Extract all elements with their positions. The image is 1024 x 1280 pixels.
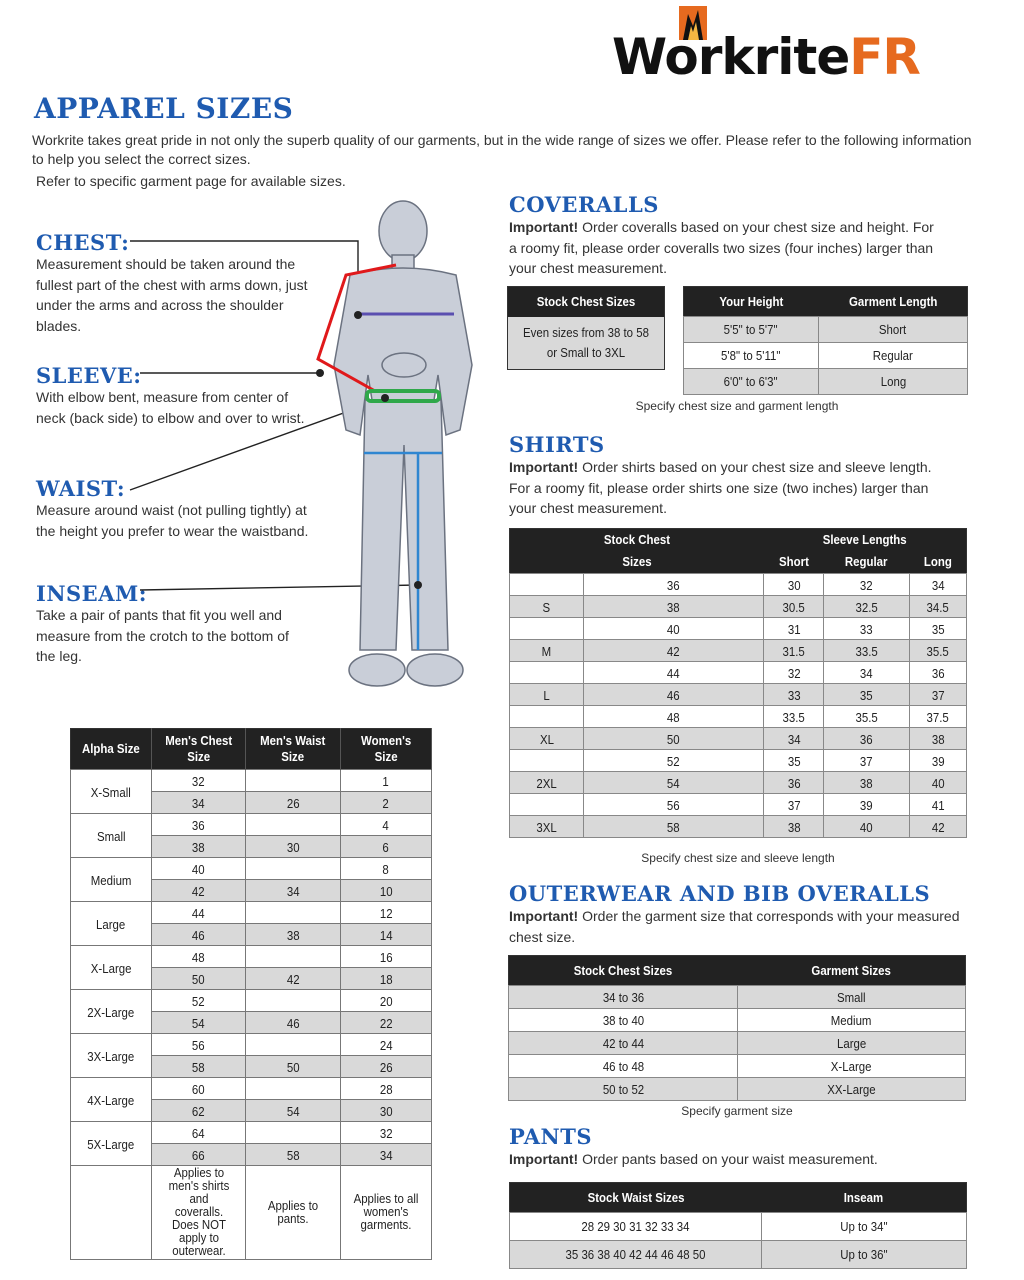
alpha-header-women: Women's Size xyxy=(360,733,411,764)
size-cell: 28 xyxy=(340,1078,431,1100)
table-row xyxy=(510,684,967,706)
table-row xyxy=(510,706,967,728)
size-cell xyxy=(246,990,340,1012)
size-cell: 34 xyxy=(246,880,340,902)
size-cell: 34 xyxy=(909,574,966,596)
shirts-sleeve-header: Sleeve Lengths xyxy=(822,532,907,547)
alpha-size-cell: X-Small xyxy=(71,770,152,814)
note-cell: Applies to pants. xyxy=(246,1166,340,1260)
outerwear-header-garment: Garment Sizes xyxy=(811,963,891,978)
size-cell: 26 xyxy=(246,792,340,814)
table-row xyxy=(510,772,967,794)
table-row xyxy=(509,1055,966,1078)
size-cell xyxy=(246,770,340,792)
size-cell: 38 xyxy=(246,924,340,946)
alpha-header-alpha: Alpha Size xyxy=(82,741,140,756)
coveralls-height-table xyxy=(683,286,968,395)
size-cell: 46 to 48 xyxy=(509,1055,738,1078)
shirts-size-table xyxy=(509,528,967,838)
coveralls-text xyxy=(509,217,939,279)
table-row xyxy=(510,794,967,816)
alpha-header-waist: Men's Waist Size xyxy=(260,733,326,764)
table-row xyxy=(71,1034,432,1056)
size-cell: 33.5 xyxy=(764,706,824,728)
size-cell: 36 xyxy=(824,728,910,750)
table-row xyxy=(510,618,967,640)
height-cell: Short xyxy=(819,317,968,343)
size-cell: X-Large xyxy=(738,1055,966,1078)
size-cell: 58 xyxy=(584,816,764,838)
chest-heading: CHEST: xyxy=(36,230,130,255)
coveralls-stock-header: Stock Chest Sizes xyxy=(536,294,636,310)
size-cell: 44 xyxy=(152,902,246,924)
waist-heading: WAIST: xyxy=(36,476,126,501)
pants-important: Important! xyxy=(509,1151,579,1167)
coveralls-stock-table xyxy=(507,286,665,370)
size-cell: 50 to 52 xyxy=(509,1078,738,1101)
outerwear-header-chest: Stock Chest Sizes xyxy=(573,963,673,978)
size-cell: 42 to 44 xyxy=(509,1032,738,1055)
shirts-important: Important! xyxy=(509,459,579,475)
size-cell: 33.5 xyxy=(824,640,910,662)
intro-text: Workrite takes great pride in not only the superb quality of our garments, but in the wide range of sizes we offer. Please refer to the following information to help you select the correct sizes. xyxy=(32,132,972,167)
size-cell: 44 xyxy=(584,662,764,684)
size-cell: 41 xyxy=(909,794,966,816)
size-cell: 50 xyxy=(246,1056,340,1078)
size-cell: 37 xyxy=(909,684,966,706)
size-cell: XX-Large xyxy=(738,1078,966,1101)
size-cell: 52 xyxy=(152,990,246,1012)
alpha-header-chest: Men's Chest Size xyxy=(165,733,233,764)
logo-brand: Workrite xyxy=(612,28,850,86)
note-cell xyxy=(71,1166,152,1260)
coveralls-length-header: Garment Length xyxy=(848,294,937,309)
size-cell: 66 xyxy=(152,1144,246,1166)
size-cell: 38 xyxy=(909,728,966,750)
outerwear-description: Order the garment size that corresponds with your measured chest size. xyxy=(509,908,960,945)
size-cell: 30 xyxy=(246,836,340,858)
chest-text: Measurement should be taken around the fullest part of the chest with arms down, just under the arms and across the shoulder blades. xyxy=(36,256,308,334)
pants-description: Order pants based on your waist measurement. xyxy=(578,1151,878,1167)
alpha-size-cell: Medium xyxy=(71,858,152,902)
table-row xyxy=(510,574,967,596)
size-cell: 37.5 xyxy=(909,706,966,728)
table-row xyxy=(510,662,967,684)
size-cell: 34 xyxy=(152,792,246,814)
size-cell: 39 xyxy=(824,794,910,816)
size-cell: 42 xyxy=(152,880,246,902)
size-cell: 32 xyxy=(764,662,824,684)
size-cell: 40 xyxy=(824,816,910,838)
size-cell: 35.5 xyxy=(824,706,910,728)
size-cell: 8 xyxy=(340,858,431,880)
size-cell: Up to 36" xyxy=(762,1241,967,1269)
height-cell: 5'5" to 5'7" xyxy=(684,317,819,343)
alpha-size-cell: M xyxy=(510,640,584,662)
size-cell: 50 xyxy=(584,728,764,750)
size-cell: 22 xyxy=(340,1012,431,1034)
size-cell: 42 xyxy=(246,968,340,990)
logo-suffix: FR xyxy=(849,28,920,86)
table-row xyxy=(684,317,968,343)
pants-header-waist: Stock Waist Sizes xyxy=(587,1190,685,1205)
table-row xyxy=(71,1122,432,1144)
size-cell: 32.5 xyxy=(824,596,910,618)
size-cell: 16 xyxy=(340,946,431,968)
size-cell: 30 xyxy=(764,574,824,596)
size-cell: Up to 34" xyxy=(762,1213,967,1241)
size-cell: 48 xyxy=(584,706,764,728)
size-cell: 46 xyxy=(246,1012,340,1034)
size-cell xyxy=(246,1034,340,1056)
inseam-heading: INSEAM: xyxy=(36,581,147,606)
size-cell: 56 xyxy=(584,794,764,816)
size-cell: 37 xyxy=(824,750,910,772)
size-cell: 20 xyxy=(340,990,431,1012)
shirts-col-long: Long xyxy=(923,554,952,569)
table-row xyxy=(509,1032,966,1055)
size-cell: 34 xyxy=(340,1144,431,1166)
table-row xyxy=(510,750,967,772)
size-cell: 32 xyxy=(340,1122,431,1144)
page-title: APPAREL SIZES xyxy=(34,92,294,125)
table-row xyxy=(510,1213,967,1241)
alpha-size-cell: S xyxy=(510,596,584,618)
size-cell: 2 xyxy=(340,792,431,814)
size-cell: 36 xyxy=(584,574,764,596)
coveralls-description: Order coveralls based on your chest size and height. For a roomy fit, please order coveralls two sizes (four inches) larger than your chest measurement. xyxy=(509,219,934,276)
size-cell: 12 xyxy=(340,902,431,924)
table-row xyxy=(71,990,432,1012)
table-row xyxy=(510,1241,967,1269)
table-row xyxy=(71,814,432,836)
size-cell: 30.5 xyxy=(764,596,824,618)
alpha-size-cell: 4X-Large xyxy=(71,1078,152,1122)
alpha-size-cell: 3XL xyxy=(510,816,584,838)
table-row xyxy=(71,858,432,880)
table-row xyxy=(684,369,968,395)
size-cell: 1 xyxy=(340,770,431,792)
table-row xyxy=(510,640,967,662)
alpha-size-cell xyxy=(510,662,584,684)
size-cell: 37 xyxy=(764,794,824,816)
outerwear-heading: OUTERWEAR AND BIB OVERALLS xyxy=(509,881,931,906)
table-row xyxy=(71,902,432,924)
shirts-col-short: Short xyxy=(778,554,809,569)
size-cell: 33 xyxy=(764,684,824,706)
size-cell: 30 xyxy=(340,1100,431,1122)
size-cell: 18 xyxy=(340,968,431,990)
size-cell: 62 xyxy=(152,1100,246,1122)
table-row xyxy=(71,946,432,968)
size-cell: 10 xyxy=(340,880,431,902)
size-cell: 35 xyxy=(824,684,910,706)
size-cell: 32 xyxy=(152,770,246,792)
pants-header-inseam: Inseam xyxy=(844,1190,884,1205)
size-cell: 60 xyxy=(152,1078,246,1100)
chest-leader-line xyxy=(130,241,358,315)
size-cell: 14 xyxy=(340,924,431,946)
size-cell: 58 xyxy=(152,1056,246,1078)
alpha-size-cell xyxy=(510,794,584,816)
size-cell xyxy=(246,814,340,836)
size-cell: 39 xyxy=(909,750,966,772)
intro-note: Refer to specific garment page for available sizes. xyxy=(36,173,346,189)
size-cell: 64 xyxy=(152,1122,246,1144)
size-cell: 24 xyxy=(340,1034,431,1056)
outerwear-important: Important! xyxy=(509,908,579,924)
note-cell: Applies to men's shirts and coveralls. Does NOT apply to outerwear. xyxy=(152,1166,246,1260)
coveralls-stock-text: Even sizes from 38 to 58 or Small to 3XL xyxy=(508,317,665,370)
alpha-size-cell: L xyxy=(510,684,584,706)
alpha-size-cell: Large xyxy=(71,902,152,946)
size-cell: 35 36 38 40 42 44 46 48 50 xyxy=(510,1241,762,1269)
size-cell: 48 xyxy=(152,946,246,968)
alpha-size-cell: 5X-Large xyxy=(71,1122,152,1166)
size-cell: 36 xyxy=(909,662,966,684)
coveralls-height-header: Your Height xyxy=(719,294,784,309)
size-cell: 38 to 40 xyxy=(509,1009,738,1032)
table-row xyxy=(509,986,966,1009)
size-cell: 34 xyxy=(824,662,910,684)
shirts-text xyxy=(509,457,949,519)
size-cell: 31.5 xyxy=(764,640,824,662)
shirts-description: Order shirts based on your chest size and sleeve length. For a roomy fit, please order shirts one size (two inches) larger than your chest measurement. xyxy=(509,459,932,516)
workrite-fr-logo xyxy=(612,6,962,86)
size-cell: 33 xyxy=(824,618,910,640)
size-cell xyxy=(246,1078,340,1100)
outerwear-text xyxy=(509,906,964,947)
size-cell: 26 xyxy=(340,1056,431,1078)
table-row xyxy=(510,816,967,838)
size-cell xyxy=(246,1122,340,1144)
shirts-heading: SHIRTS xyxy=(509,432,605,457)
table-row xyxy=(509,1078,966,1101)
size-cell: 6 xyxy=(340,836,431,858)
pants-heading: PANTS xyxy=(509,1124,593,1149)
size-cell: Medium xyxy=(738,1009,966,1032)
size-cell: 42 xyxy=(909,816,966,838)
size-cell: 40 xyxy=(584,618,764,640)
size-cell: 38 xyxy=(152,836,246,858)
table-row xyxy=(509,1009,966,1032)
size-cell: 34.5 xyxy=(909,596,966,618)
size-cell: 56 xyxy=(152,1034,246,1056)
size-cell: 31 xyxy=(764,618,824,640)
size-cell: 36 xyxy=(152,814,246,836)
size-cell: 54 xyxy=(152,1012,246,1034)
inseam-text: Take a pair of pants that fit you well and measure from the crotch to the bottom of the leg. xyxy=(36,607,289,664)
sleeve-text: With elbow bent, measure from center of neck (back side) to elbow and over to wrist. xyxy=(36,389,305,426)
height-cell: Regular xyxy=(819,343,968,369)
sleeve-heading: SLEEVE: xyxy=(36,363,142,388)
alpha-size-cell: 2X-Large xyxy=(71,990,152,1034)
size-cell: 34 xyxy=(764,728,824,750)
table-row xyxy=(510,596,967,618)
height-cell: Long xyxy=(819,369,968,395)
size-cell xyxy=(246,858,340,880)
size-cell: 54 xyxy=(584,772,764,794)
size-cell: 36 xyxy=(764,772,824,794)
coveralls-caption: Specify chest size and garment length xyxy=(635,399,839,413)
size-cell: 28 29 30 31 32 33 34 xyxy=(510,1213,762,1241)
size-cell: 46 xyxy=(152,924,246,946)
size-cell xyxy=(246,902,340,924)
size-cell: 50 xyxy=(152,968,246,990)
alpha-size-cell: Small xyxy=(71,814,152,858)
shirts-col-regular: Regular xyxy=(845,554,888,569)
size-cell: 4 xyxy=(340,814,431,836)
table-row xyxy=(71,770,432,792)
size-cell: 38 xyxy=(824,772,910,794)
alpha-size-table xyxy=(70,728,432,1260)
size-cell: Large xyxy=(738,1032,966,1055)
size-cell: 52 xyxy=(584,750,764,772)
size-cell: 40 xyxy=(152,858,246,880)
table-notes-row xyxy=(71,1166,432,1260)
alpha-size-cell: 3X-Large xyxy=(71,1034,152,1078)
outerwear-caption: Specify garment size xyxy=(681,1104,793,1118)
alpha-size-cell: 2XL xyxy=(510,772,584,794)
size-cell: 35.5 xyxy=(909,640,966,662)
size-cell: 38 xyxy=(584,596,764,618)
size-cell xyxy=(246,946,340,968)
alpha-size-cell xyxy=(510,750,584,772)
alpha-size-cell xyxy=(510,574,584,596)
pants-size-table xyxy=(509,1182,967,1269)
table-row xyxy=(71,1078,432,1100)
shirts-stock-header: Stock Chest Sizes xyxy=(603,532,670,569)
table-row xyxy=(510,728,967,750)
body-measurement-figure xyxy=(120,195,500,705)
coveralls-important: Important! xyxy=(509,219,579,235)
alpha-size-cell: X-Large xyxy=(71,946,152,990)
size-cell: Small xyxy=(738,986,966,1009)
pants-text xyxy=(509,1149,964,1170)
alpha-size-cell: XL xyxy=(510,728,584,750)
size-cell: 35 xyxy=(909,618,966,640)
alpha-size-cell xyxy=(510,618,584,640)
height-cell: 6'0" to 6'3" xyxy=(684,369,819,395)
outerwear-size-table xyxy=(508,955,966,1101)
size-cell: 58 xyxy=(246,1144,340,1166)
table-row xyxy=(684,343,968,369)
size-cell: 32 xyxy=(824,574,910,596)
alpha-size-cell xyxy=(510,706,584,728)
size-cell: 46 xyxy=(584,684,764,706)
waist-text: Measure around waist (not pulling tightly) at the height you prefer to wear the waistband. xyxy=(36,502,309,539)
note-cell: Applies to all women's garments. xyxy=(340,1166,431,1260)
height-cell: 5'8" to 5'11" xyxy=(684,343,819,369)
size-cell: 34 to 36 xyxy=(509,986,738,1009)
coveralls-heading: COVERALLS xyxy=(509,192,659,217)
size-cell: 42 xyxy=(584,640,764,662)
shirts-caption: Specify chest size and sleeve length xyxy=(641,851,835,865)
size-cell: 40 xyxy=(909,772,966,794)
size-cell: 38 xyxy=(764,816,824,838)
size-cell: 54 xyxy=(246,1100,340,1122)
size-cell: 35 xyxy=(764,750,824,772)
